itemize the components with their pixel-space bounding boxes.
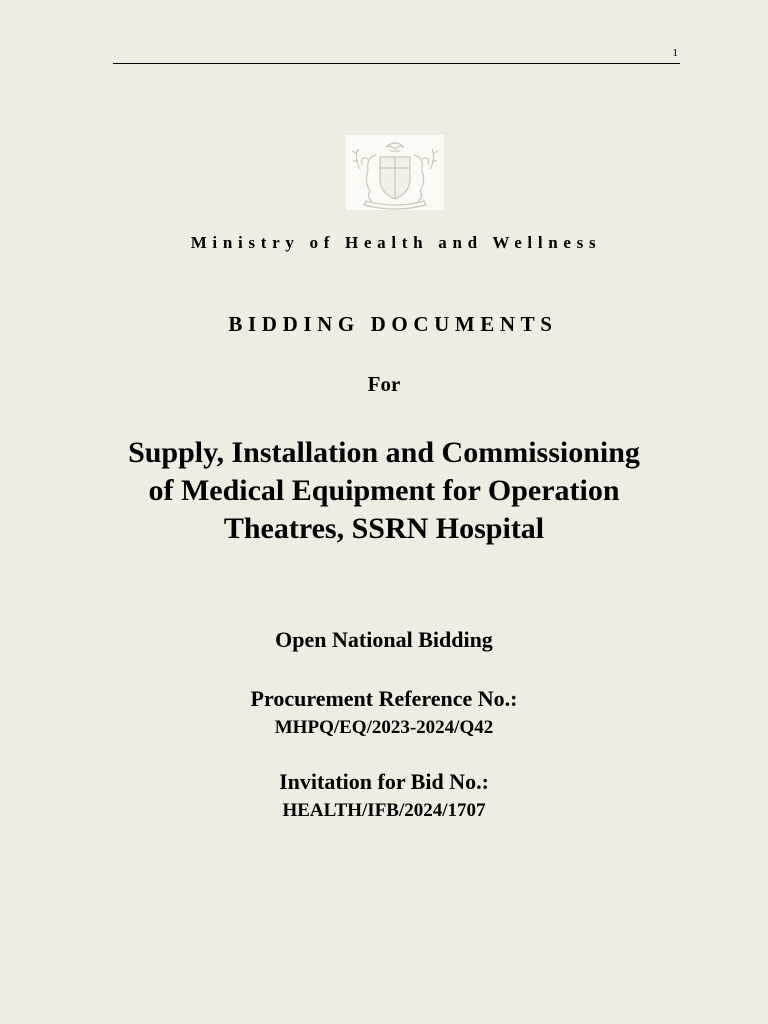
title-line: Supply, Installation and Commissioning (128, 436, 640, 469)
title-line: of Medical Equipment for Operation (148, 474, 620, 507)
ministry-name: Ministry of Health and Wellness (190, 233, 602, 252)
page-number: 1 (672, 47, 678, 59)
invitation-for-bid-label: Invitation for Bid No.: (279, 769, 489, 794)
title-line: Theatres, SSRN Hospital (223, 512, 545, 545)
procurement-reference-value: MHPQ/EQ/2023-2024/Q42 (274, 717, 494, 738)
procurement-reference-label: Procurement Reference No.: (250, 686, 518, 711)
bidding-method: Open National Bidding (275, 627, 493, 652)
document-title (0, 434, 768, 548)
for-label: For (367, 372, 401, 396)
coat-of-arms-icon (346, 135, 444, 210)
invitation-for-bid-value: HEALTH/IFB/2024/1707 (282, 800, 486, 821)
document-type-heading: BIDDING DOCUMENTS (228, 312, 558, 336)
header-rule (113, 63, 680, 64)
